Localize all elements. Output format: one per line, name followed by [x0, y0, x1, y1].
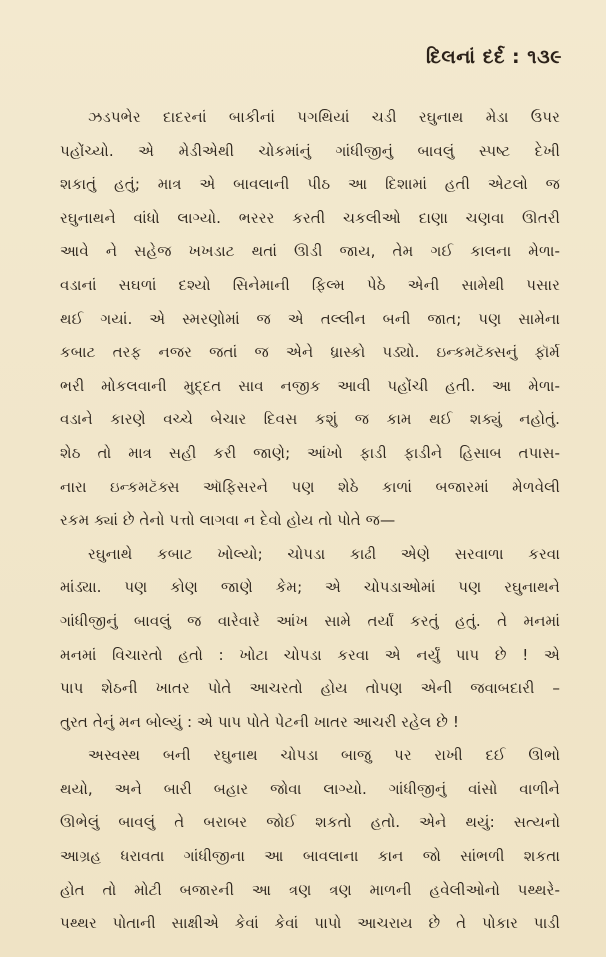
text-line: આગ્રહ ધરાવતા ગાંધીજીના આ બાવલાના કાન જો સાંભળી શકતા: [60, 847, 560, 866]
running-header: દિલનાં દર્દ : ૧૩૯: [426, 46, 562, 68]
text-line: પથ્થર પોતાની સાક્ષીએ કેવાં કેવાં પાપો આચરાય છે તે પોકાર પાડી: [60, 914, 560, 933]
text-line: ભરી મોકલવાની મુદ્દત સાવ નજીક આવી પહોંચી હતી. આ મેળા-: [60, 376, 560, 395]
text-line: થઈ ગયાં. એ સ્મરણોમાં જ એ તલ્લીન બની જાત; પણ સામેના: [60, 309, 560, 328]
text-line: ઊભેલું બાવલું તે બરાબર જોઈ શકતો હતો. એને થયું: સત્યનો: [60, 813, 560, 832]
text-line: અસ્વસ્થ બની રઘુનાથ ચોપડા બાજુ પર રાખી દઈ ઊભો: [88, 746, 560, 765]
text-line: તુરત તેનું મન બોલ્યું : એ પાપ પોતે પેટની ખાતર આચરી રહેલ છે !: [60, 712, 459, 731]
text-line: ગાંધીજીનું બાવલું જ વારેવારે આંખ સામે તર્યાં કરતું હતું. તે મનમાં: [60, 611, 560, 630]
text-line: શેઠ તો માત્ર સહી કરી જાણે; આંખો ફાડી ફાડીને હિસાબ તપાસ-: [60, 443, 560, 462]
text-line: વડાને કારણે વચ્ચે બેચાર દિવસ કશું જ કામ થઈ શક્યું નહોતું.: [60, 410, 560, 429]
text-line: વડાનાં સઘળાં દશ્યો સિનેમાની ફિલ્મ પેઠે એની સામેથી પસાર: [60, 275, 560, 294]
body-text: [60, 101, 560, 941]
text-line: પાપ શેઠની ખાતર પોતે આચરતો હોય તોપણ એની જવાબદારી –: [60, 679, 560, 698]
text-line: શકાતું હતું; માત્ર એ બાવલાની પીઠ આ દિશામાં હતી એટલો જ: [60, 175, 560, 194]
text-line: નારા ઇન્કમટૅક્સ ઑફિસરને પણ શેઠે કાળાં બજારમાં મેળવેલી: [60, 477, 560, 496]
text-line: મનમાં વિચારતો હતો : ખોટા ચોપડા કરવા એ નર્યું પાપ છે ! એ: [60, 645, 560, 664]
text-line: પહોંચ્યો. એ મેડીએથી ચોકમાંનું ગાંધીજીનું બાવલું સ્પષ્ટ દેખી: [60, 141, 560, 160]
text-line: માંડ્યા. પણ કોણ જાણે કેમ; એ ચોપડાઓમાં પણ રઘુનાથને: [60, 578, 560, 597]
text-line: રકમ ક્યાં છે તેનો પત્તો લાગવા ન દેવો હોય તો પોતે જ—: [60, 511, 396, 530]
text-line: આવે ને સહેજ ખખડાટ થતાં ઊડી જાય, તેમ ગઈ કાલના મેળા-: [60, 242, 560, 261]
text-line: રઘુનાથને વાંધો લાગ્યો. ભરરર કરતી ચકલીઓ દાણા ચણવા ઊતરી: [60, 208, 560, 227]
text-line: ઝડપભેર દાદરનાં બાકીનાં પગથિયાં ચડી રઘુનાથ મેડા ઉપર: [88, 108, 560, 126]
text-line: હોત તો મોટી બજારની આ ત્રણ ત્રણ માળની હવેલીઓનો પથ્થરે-: [60, 880, 560, 899]
text-line: રઘુનાથે કબાટ ખોલ્યો; ચોપડા કાઢી એણે સરવાળા કરવા: [88, 544, 560, 563]
text-line: થયો, અને બારી બહાર જોવા લાગ્યો. ગાંધીજીનું વાંસો વાળીને: [60, 779, 560, 798]
text-line: કબાટ તરફ નજર જતાં જ એને ધ્રાસ્કો પડ્યો. ઇન્કમટૅક્સનું ફૉર્મ: [60, 343, 560, 362]
